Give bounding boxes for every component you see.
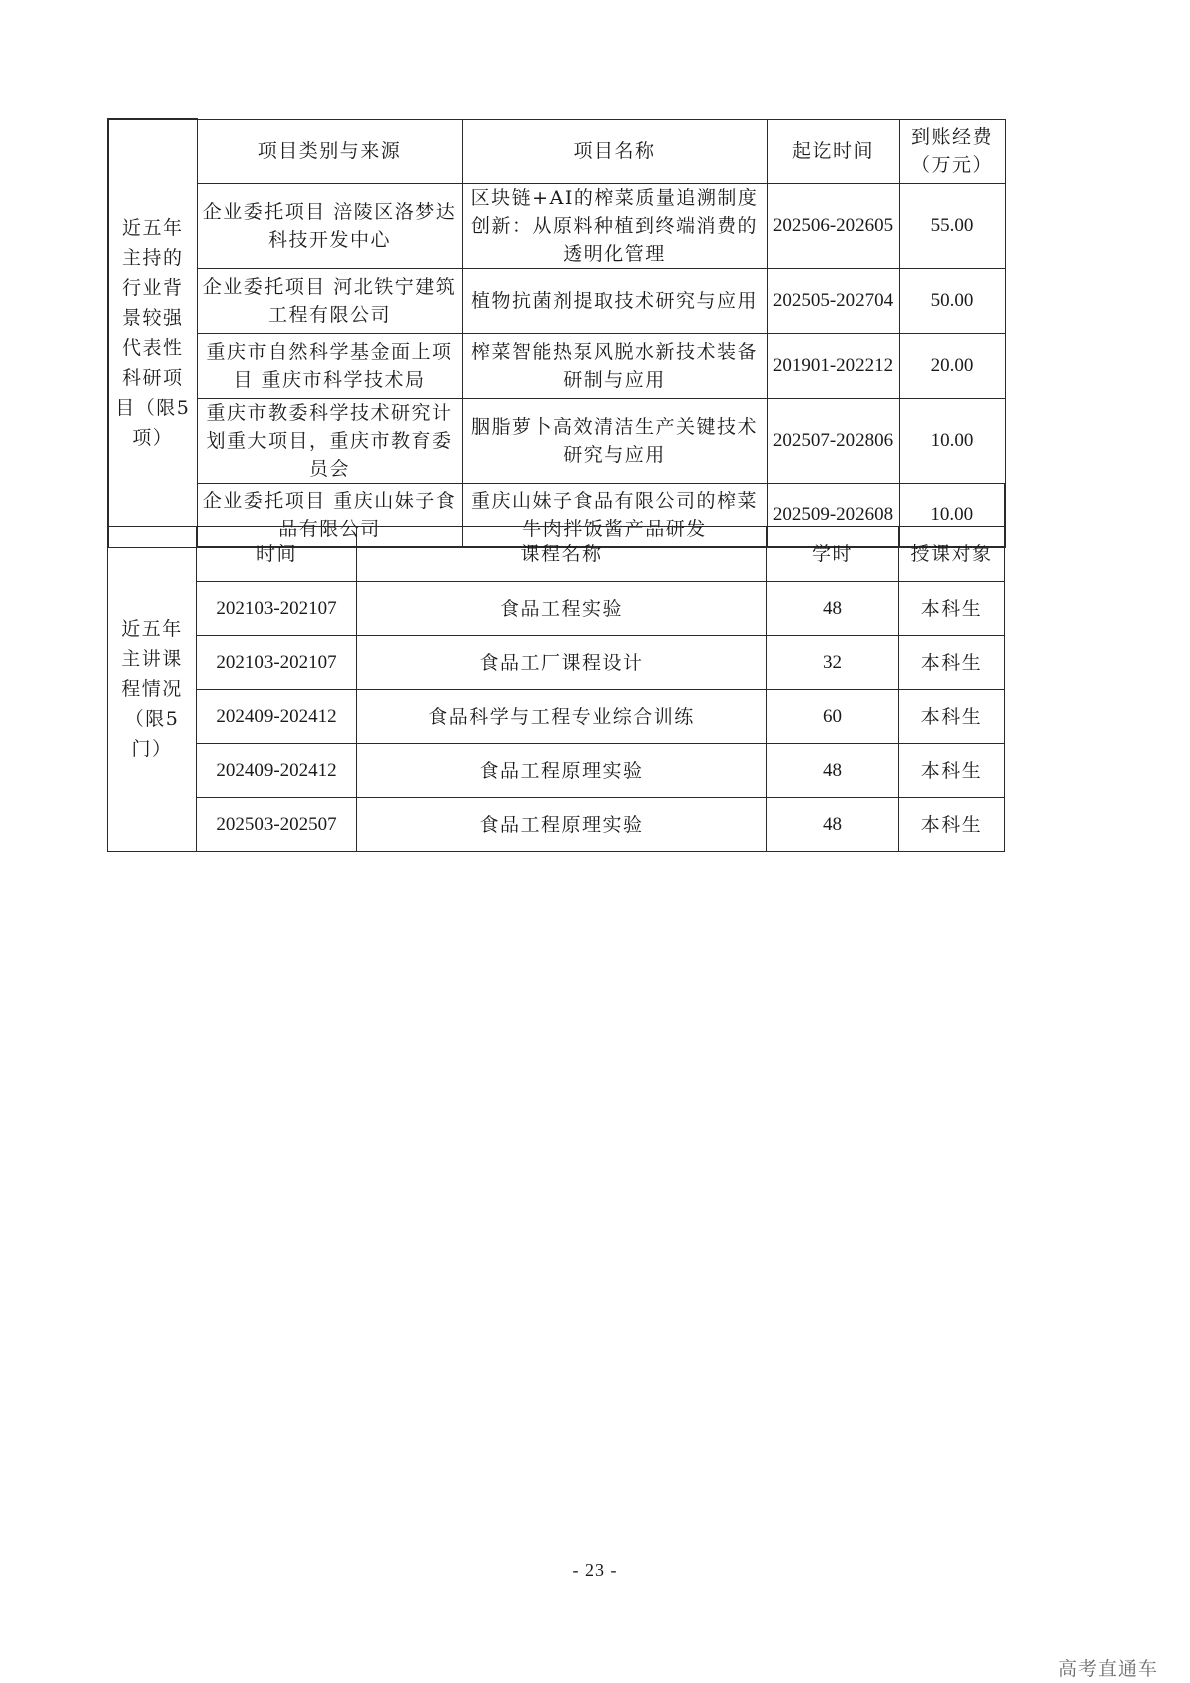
courses-section-label: 近五年主讲课程情况（限5门） — [108, 527, 197, 852]
course-name: 食品工程原理实验 — [357, 744, 767, 798]
course-audience: 本科生 — [899, 582, 1005, 636]
course-name: 食品工程实验 — [357, 582, 767, 636]
course-name: 食品工程原理实验 — [357, 798, 767, 852]
course-audience: 本科生 — [899, 636, 1005, 690]
project-name: 胭脂萝卜高效清洁生产关键技术研究与应用 — [462, 398, 767, 483]
project-name: 榨菜智能热泵风脱水新技术装备研制与应用 — [462, 333, 767, 398]
project-funding: 10.00 — [899, 483, 1005, 547]
header-hours: 学时 — [767, 527, 899, 582]
header-time: 时间 — [197, 527, 357, 582]
course-hours: 48 — [767, 582, 899, 636]
header-funding: 到账经费（万元） — [899, 119, 1005, 183]
project-name: 重庆山妹子食品有限公司的榨菜牛肉拌饭酱产品研发 — [462, 483, 767, 547]
project-funding: 10.00 — [899, 398, 1005, 483]
course-hours: 48 — [767, 744, 899, 798]
project-row — [108, 183, 1005, 268]
course-audience: 本科生 — [899, 690, 1005, 744]
project-funding: 50.00 — [899, 268, 1005, 333]
course-time: 202503-202507 — [197, 798, 357, 852]
header-period: 起讫时间 — [767, 119, 899, 183]
course-row — [108, 744, 1005, 798]
project-category: 重庆市自然科学基金面上项目 重庆市科学技术局 — [197, 333, 462, 398]
course-name: 食品科学与工程专业综合训练 — [357, 690, 767, 744]
projects-table — [107, 118, 1006, 548]
course-row — [108, 798, 1005, 852]
course-row — [108, 582, 1005, 636]
project-funding: 55.00 — [899, 183, 1005, 268]
project-period: 201901-202212 — [767, 333, 899, 398]
project-row — [108, 398, 1005, 483]
project-period: 202509-202608 — [767, 483, 899, 547]
project-category: 企业委托项目 涪陵区洛梦达科技开发中心 — [197, 183, 462, 268]
page-number: - 23 - — [572, 1560, 618, 1580]
projects-section-label: 近五年主持的行业背景较强代表性科研项目（限5项） — [108, 119, 197, 547]
course-hours: 48 — [767, 798, 899, 852]
project-funding: 20.00 — [899, 333, 1005, 398]
project-row — [108, 333, 1005, 398]
courses-table — [107, 526, 1005, 852]
project-period: 202505-202704 — [767, 268, 899, 333]
courses-header-row — [108, 527, 1005, 582]
course-audience: 本科生 — [899, 744, 1005, 798]
header-category: 项目类别与来源 — [197, 119, 462, 183]
projects-header-row — [108, 119, 1005, 183]
watermark: 高考直通车 — [1057, 1658, 1158, 1680]
project-row — [108, 268, 1005, 333]
course-row — [108, 636, 1005, 690]
course-time: 202103-202107 — [197, 636, 357, 690]
course-time: 202409-202412 — [197, 744, 357, 798]
course-time: 202409-202412 — [197, 690, 357, 744]
header-course-name: 课程名称 — [357, 527, 767, 582]
project-period: 202506-202605 — [767, 183, 899, 268]
header-audience: 授课对象 — [899, 527, 1005, 582]
project-name: 区块链+AI的榨菜质量追溯制度创新：从原料种植到终端消费的透明化管理 — [462, 183, 767, 268]
course-time: 202103-202107 — [197, 582, 357, 636]
project-category: 重庆市教委科学技术研究计划重大项目，重庆市教育委员会 — [197, 398, 462, 483]
project-category: 企业委托项目 河北铁宁建筑工程有限公司 — [197, 268, 462, 333]
course-name: 食品工厂课程设计 — [357, 636, 767, 690]
course-hours: 60 — [767, 690, 899, 744]
project-name: 植物抗菌剂提取技术研究与应用 — [462, 268, 767, 333]
course-row — [108, 690, 1005, 744]
course-audience: 本科生 — [899, 798, 1005, 852]
project-period: 202507-202806 — [767, 398, 899, 483]
header-project-name: 项目名称 — [462, 119, 767, 183]
course-hours: 32 — [767, 636, 899, 690]
project-category: 企业委托项目 重庆山妹子食品有限公司 — [197, 483, 462, 547]
